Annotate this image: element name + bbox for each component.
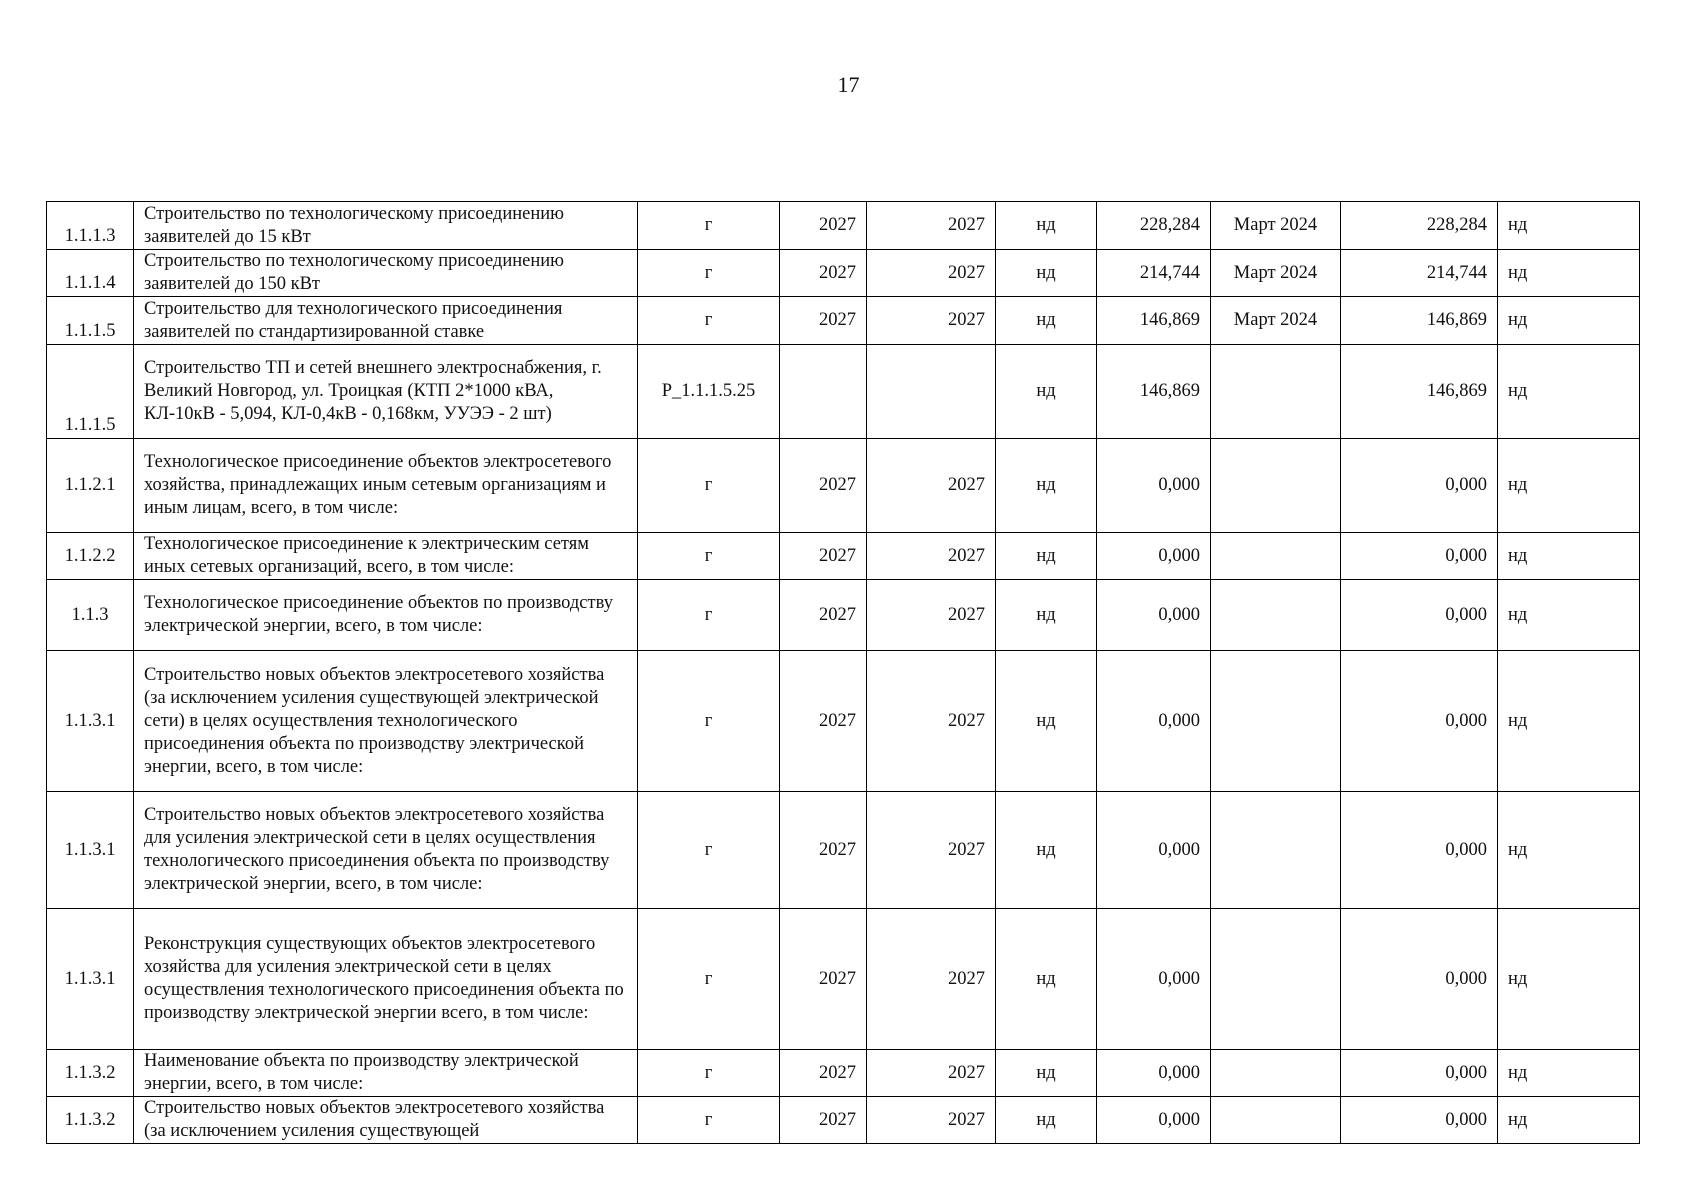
- row-nd: нд: [996, 297, 1097, 345]
- row-code: г: [638, 909, 780, 1050]
- row-year-end: 2027: [867, 792, 996, 909]
- row-code: P_1.1.1.5.25: [638, 345, 780, 439]
- row-nd: нд: [996, 1097, 1097, 1144]
- row-name: Строительство по технологическому присоединению заявителей до 150 кВт: [134, 250, 638, 297]
- row-nd-2: нд: [1498, 909, 1640, 1050]
- row-value: 0,000: [1097, 1050, 1211, 1097]
- row-year-end: 2027: [867, 580, 996, 651]
- row-code: г: [638, 580, 780, 651]
- row-name: Строительство новых объектов электросетевого хозяйства для усиления электрической сети в целях осуществления технологического присоединения объекта по производству электрической энергии, всего, в том числе:: [134, 792, 638, 909]
- row-value: 0,000: [1097, 580, 1211, 651]
- row-number: 1.1.2.2: [47, 533, 134, 580]
- row-value-2: 228,284: [1341, 202, 1498, 250]
- row-year-start: 2027: [780, 1097, 867, 1144]
- row-value-2: 0,000: [1341, 909, 1498, 1050]
- row-year-end: 2027: [867, 250, 996, 297]
- row-nd-2: нд: [1498, 202, 1640, 250]
- row-nd-2: нд: [1498, 439, 1640, 533]
- row-value: 228,284: [1097, 202, 1211, 250]
- row-nd: нд: [996, 202, 1097, 250]
- row-value-2: 146,869: [1341, 297, 1498, 345]
- row-nd: нд: [996, 250, 1097, 297]
- row-code: г: [638, 202, 780, 250]
- row-number: 1.1.3.2: [47, 1050, 134, 1097]
- row-code: г: [638, 250, 780, 297]
- row-nd: нд: [996, 533, 1097, 580]
- row-value: 146,869: [1097, 297, 1211, 345]
- row-nd-2: нд: [1498, 345, 1640, 439]
- row-year-end: 2027: [867, 1050, 996, 1097]
- row-date: [1211, 909, 1341, 1050]
- row-nd-2: нд: [1498, 1050, 1640, 1097]
- row-number: 1.1.2.1: [47, 439, 134, 533]
- row-year-end: 2027: [867, 439, 996, 533]
- row-name: Строительство ТП и сетей внешнего электроснабжения, г. Великий Новгород, ул. Троицкая (КТП 2*1000 кВА, КЛ-10кВ - 5,094, КЛ-0,4кВ - 0,168км, УУЭЭ - 2 шт): [134, 345, 638, 439]
- row-number: 1.1.3.1: [47, 909, 134, 1050]
- row-nd: нд: [996, 580, 1097, 651]
- row-name: Наименование объекта по производству электрической энергии, всего, в том числе:: [134, 1050, 638, 1097]
- table-row: [47, 297, 1640, 345]
- row-value-2: 0,000: [1341, 1097, 1498, 1144]
- row-nd-2: нд: [1498, 1097, 1640, 1144]
- row-number: 1.1.3.2: [47, 1097, 134, 1144]
- row-number: 1.1.1.3: [47, 202, 134, 250]
- row-date: Март 2024: [1211, 202, 1341, 250]
- row-value: 146,869: [1097, 345, 1211, 439]
- row-value-2: 214,744: [1341, 250, 1498, 297]
- row-year-start: [780, 345, 867, 439]
- row-name: Технологическое присоединение объектов электросетевого хозяйства, принадлежащих иным сетевым организациям и иным лицам, всего, в том числе:: [134, 439, 638, 533]
- row-year-end: 2027: [867, 533, 996, 580]
- row-nd: нд: [996, 439, 1097, 533]
- row-date: [1211, 1050, 1341, 1097]
- row-name: Строительство новых объектов электросетевого хозяйства (за исключением усиления существующей электрической сети) в целях осуществления технологического присоединения объекта по производству электрической энергии, всего, в том числе:: [134, 651, 638, 792]
- table-row: [47, 651, 1640, 792]
- investment-table: [46, 201, 1640, 1144]
- row-year-start: 2027: [780, 792, 867, 909]
- row-date: Март 2024: [1211, 250, 1341, 297]
- row-value-2: 0,000: [1341, 533, 1498, 580]
- row-year-start: 2027: [780, 297, 867, 345]
- row-value: 0,000: [1097, 533, 1211, 580]
- row-value-2: 146,869: [1341, 345, 1498, 439]
- row-year-start: 2027: [780, 1050, 867, 1097]
- row-value: 214,744: [1097, 250, 1211, 297]
- table-row: [47, 533, 1640, 580]
- row-year-start: 2027: [780, 533, 867, 580]
- table-row: [47, 909, 1640, 1050]
- row-value-2: 0,000: [1341, 651, 1498, 792]
- row-year-start: 2027: [780, 651, 867, 792]
- table-row: [47, 250, 1640, 297]
- row-nd: нд: [996, 345, 1097, 439]
- row-number: 1.1.1.5: [47, 297, 134, 345]
- row-date: [1211, 792, 1341, 909]
- row-nd-2: нд: [1498, 792, 1640, 909]
- row-code: г: [638, 651, 780, 792]
- row-value: 0,000: [1097, 651, 1211, 792]
- row-value-2: 0,000: [1341, 1050, 1498, 1097]
- row-name: Строительство по технологическому присоединению заявителей до 15 кВт: [134, 202, 638, 250]
- row-date: Март 2024: [1211, 297, 1341, 345]
- row-number: 1.1.3: [47, 580, 134, 651]
- row-value: 0,000: [1097, 909, 1211, 1050]
- row-year-end: 2027: [867, 202, 996, 250]
- row-date: [1211, 580, 1341, 651]
- row-year-start: 2027: [780, 202, 867, 250]
- row-nd-2: нд: [1498, 250, 1640, 297]
- row-value-2: 0,000: [1341, 580, 1498, 651]
- row-name: Технологическое присоединение к электрическим сетям иных сетевых организаций, всего, в том числе:: [134, 533, 638, 580]
- row-nd: нд: [996, 792, 1097, 909]
- row-year-start: 2027: [780, 909, 867, 1050]
- row-number: 1.1.1.5: [47, 345, 134, 439]
- row-code: г: [638, 792, 780, 909]
- row-code: г: [638, 1097, 780, 1144]
- row-code: г: [638, 297, 780, 345]
- row-nd: нд: [996, 909, 1097, 1050]
- row-name: Реконструкция существующих объектов электросетевого хозяйства для усиления электрической сети в целях осуществления технологического присоединения объекта по производству электрической энергии всего, в том числе:: [134, 909, 638, 1050]
- row-nd-2: нд: [1498, 297, 1640, 345]
- row-year-start: 2027: [780, 439, 867, 533]
- row-nd: нд: [996, 1050, 1097, 1097]
- row-name: Технологическое присоединение объектов по производству электрической энергии, всего, в том числе:: [134, 580, 638, 651]
- row-value: 0,000: [1097, 439, 1211, 533]
- row-year-end: 2027: [867, 909, 996, 1050]
- row-year-end: [867, 345, 996, 439]
- row-year-start: 2027: [780, 580, 867, 651]
- table-row: [47, 439, 1640, 533]
- table-row: [47, 792, 1640, 909]
- row-date: [1211, 651, 1341, 792]
- row-year-end: 2027: [867, 651, 996, 792]
- row-code: г: [638, 533, 780, 580]
- row-year-start: 2027: [780, 250, 867, 297]
- row-value: 0,000: [1097, 792, 1211, 909]
- row-date: [1211, 439, 1341, 533]
- row-number: 1.1.1.4: [47, 250, 134, 297]
- row-date: [1211, 1097, 1341, 1144]
- row-year-end: 2027: [867, 1097, 996, 1144]
- row-date: [1211, 345, 1341, 439]
- row-code: г: [638, 439, 780, 533]
- page-number: 17: [837, 72, 860, 97]
- row-nd-2: нд: [1498, 580, 1640, 651]
- row-nd: нд: [996, 651, 1097, 792]
- row-number: 1.1.3.1: [47, 792, 134, 909]
- row-value: 0,000: [1097, 1097, 1211, 1144]
- table-row: [47, 1097, 1640, 1144]
- row-name: Строительство новых объектов электросетевого хозяйства (за исключением усиления существующей: [134, 1097, 638, 1144]
- table-row: [47, 345, 1640, 439]
- row-nd-2: нд: [1498, 533, 1640, 580]
- row-value-2: 0,000: [1341, 439, 1498, 533]
- row-year-end: 2027: [867, 297, 996, 345]
- row-date: [1211, 533, 1341, 580]
- table-row: [47, 580, 1640, 651]
- row-name: Строительство для технологического присоединения заявителей по стандартизированной ставке: [134, 297, 638, 345]
- row-code: г: [638, 1050, 780, 1097]
- row-nd-2: нд: [1498, 651, 1640, 792]
- table-row: [47, 202, 1640, 250]
- table-row: [47, 1050, 1640, 1097]
- row-number: 1.1.3.1: [47, 651, 134, 792]
- row-value-2: 0,000: [1341, 792, 1498, 909]
